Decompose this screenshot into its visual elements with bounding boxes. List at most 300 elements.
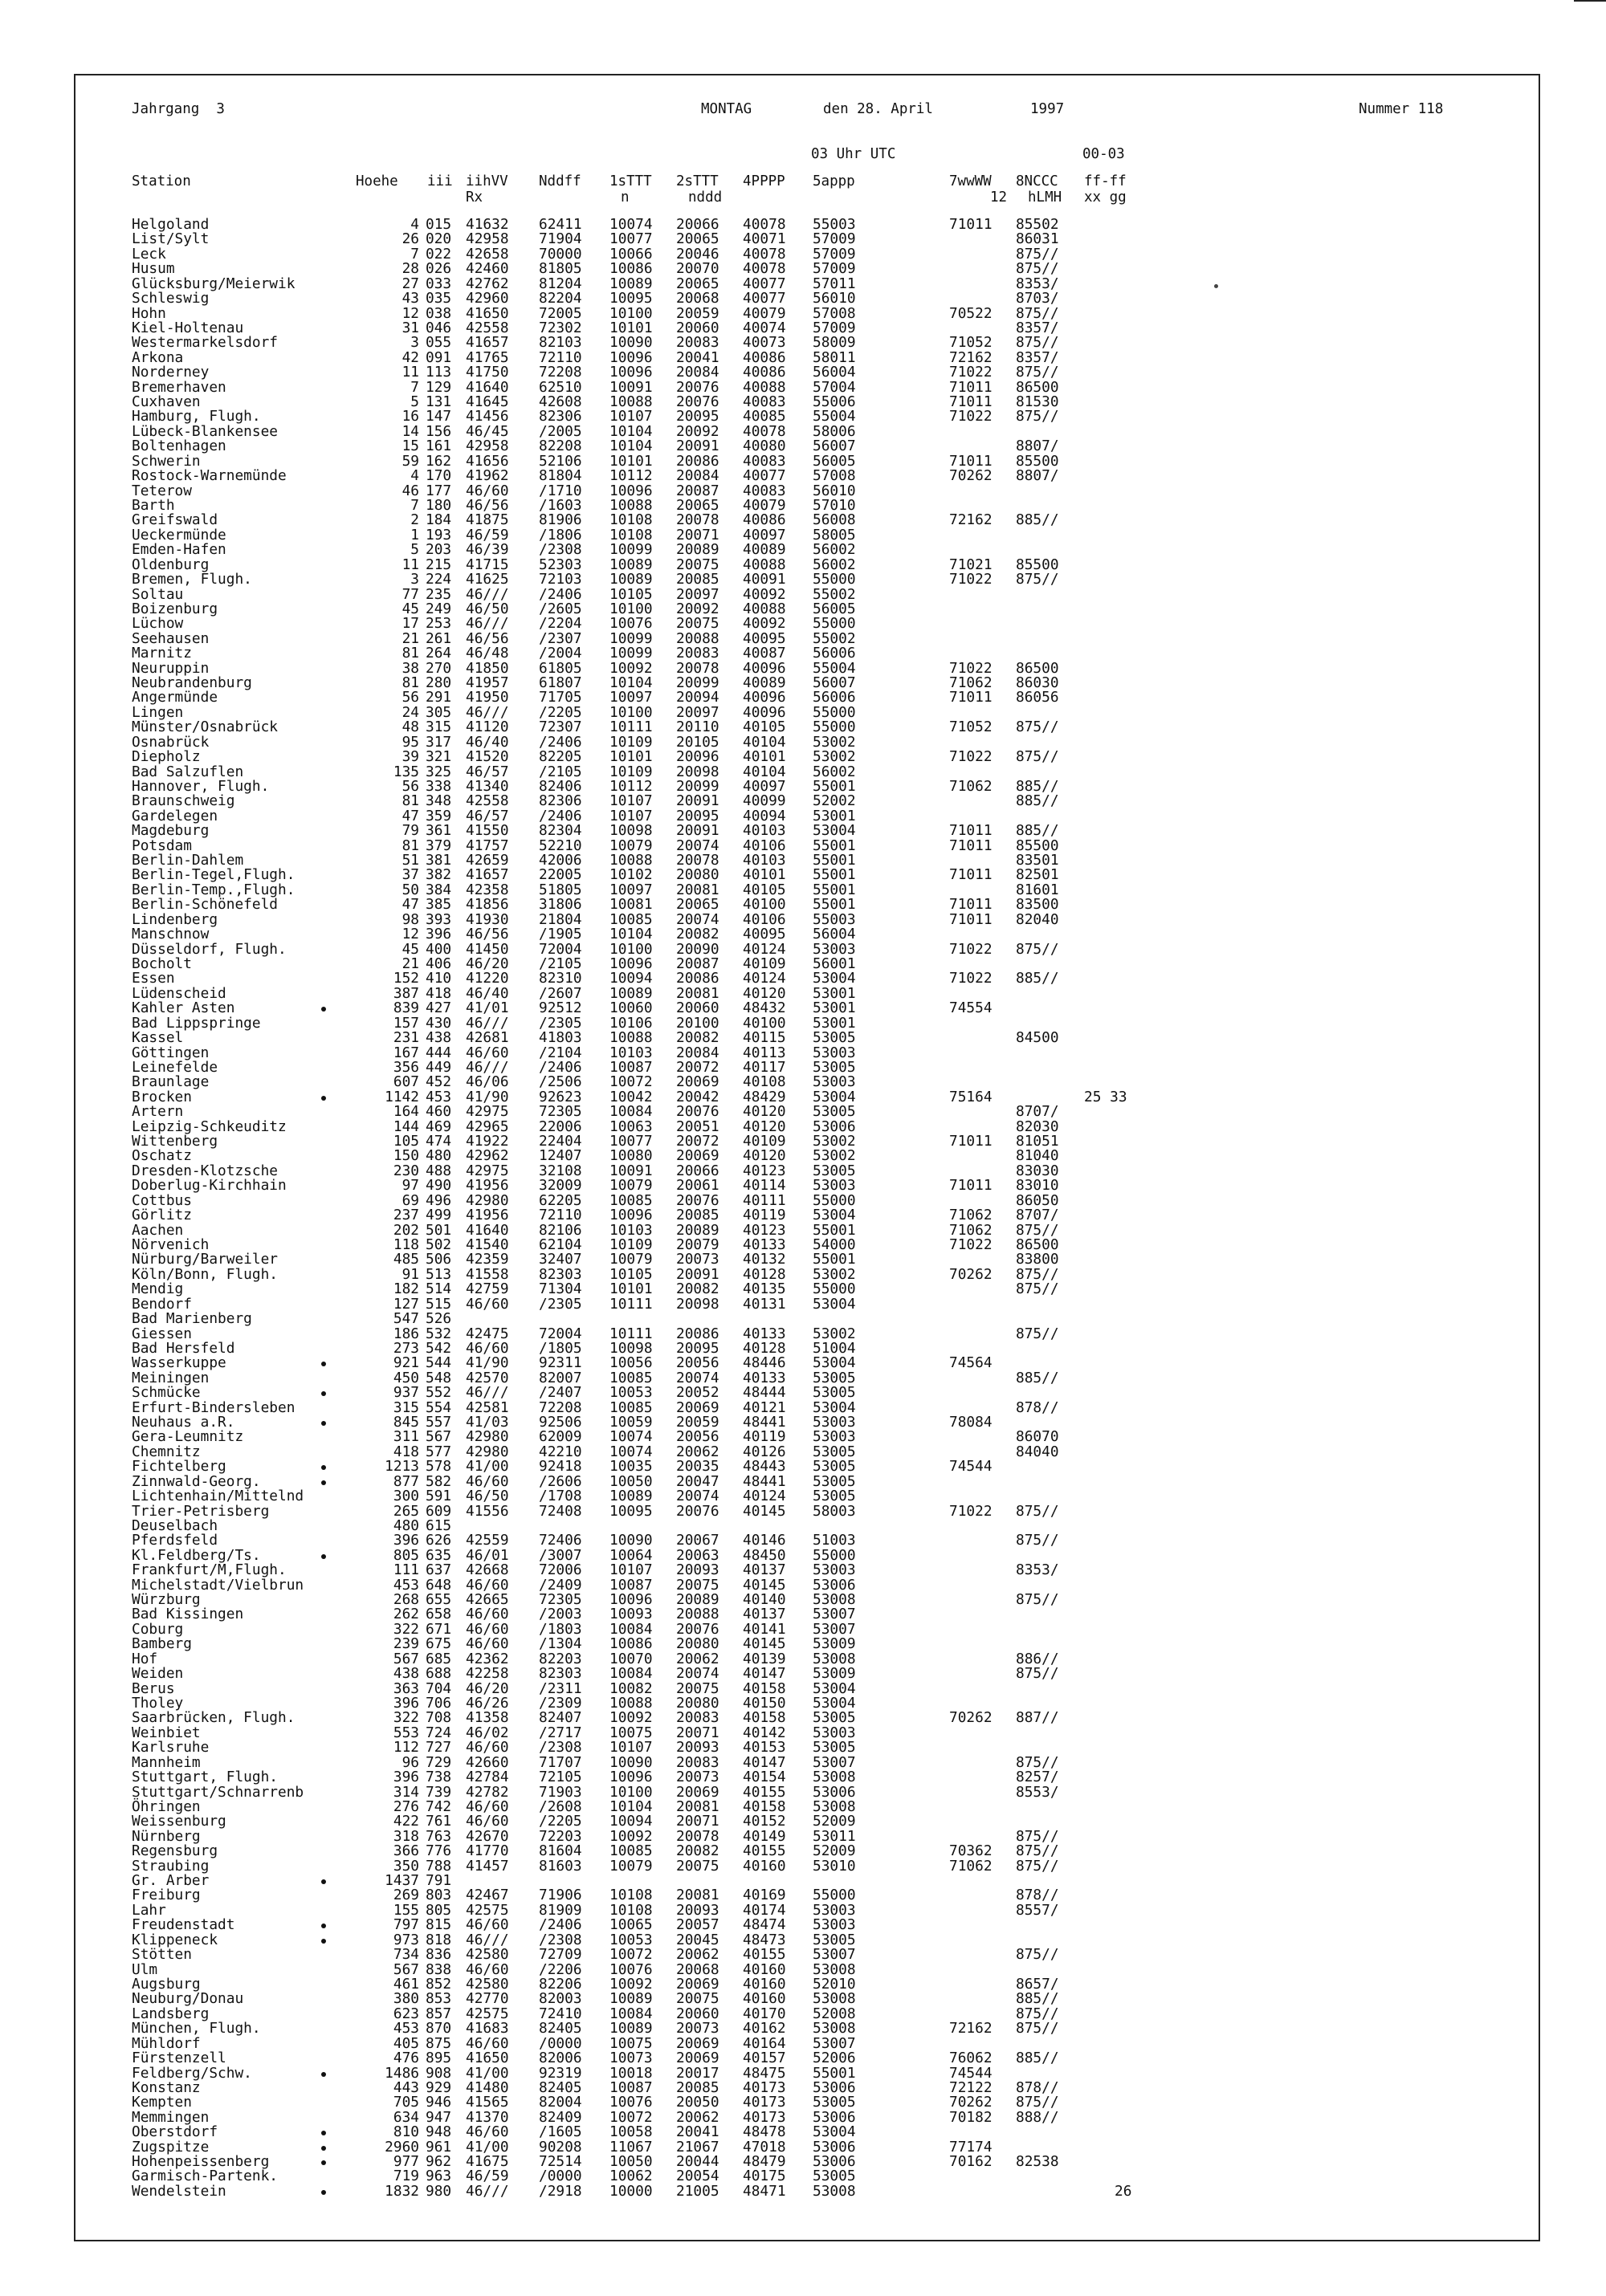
hoehe: 48	[402, 719, 419, 736]
iii: 215	[426, 556, 452, 573]
appp: 57008	[813, 467, 856, 485]
appp: 53005	[813, 1458, 856, 1476]
sttt2: 20093	[676, 1901, 719, 1919]
wwww: 71011	[949, 378, 993, 396]
iii: 727	[426, 1739, 452, 1757]
iii: 490	[426, 1177, 452, 1195]
iihvv: 42475	[466, 1325, 509, 1342]
sttt1: 10088	[609, 1029, 653, 1047]
iii: 253	[426, 615, 452, 633]
sttt1: 10107	[609, 408, 653, 425]
sttt1: 10087	[609, 1576, 653, 1594]
col-7wwww: 7wwWW	[949, 173, 992, 189]
iihvv: 46/60	[466, 1339, 509, 1357]
sttt1: 10098	[609, 822, 653, 840]
nddff: 70000	[539, 245, 582, 263]
sttt1: 10094	[609, 1813, 653, 1830]
nccc: 85500	[1016, 556, 1059, 573]
hoehe: 16	[402, 408, 419, 425]
appp: 53003	[813, 940, 856, 958]
hoehe: 268	[393, 1591, 419, 1609]
station-name: Düsseldorf, Flugh.	[132, 940, 287, 958]
table-row	[0, 1667, 1445, 1681]
sttt2: 20097	[676, 703, 719, 721]
iihvv: 46///	[466, 585, 509, 603]
sttt2: 20083	[676, 645, 719, 662]
nddff: 72208	[539, 364, 582, 381]
sttt2: 20085	[676, 1207, 719, 1224]
table-row	[0, 378, 1445, 396]
iii: 325	[426, 763, 452, 780]
station-name: Bad Kissingen	[132, 1606, 244, 1623]
wwww: 71062	[949, 674, 993, 692]
appp: 53002	[813, 1133, 856, 1150]
sttt1: 10109	[609, 763, 653, 780]
corner-mark	[1574, 0, 1606, 2]
nddff: 42210	[539, 1443, 582, 1460]
appp: 53005	[813, 1709, 856, 1727]
sttt1: 10100	[609, 600, 653, 617]
iii: 655	[426, 1591, 452, 1609]
col-station: Station	[132, 173, 191, 189]
wwww: 71011	[949, 910, 993, 928]
appp: 53005	[813, 1931, 856, 1948]
sttt2: 20059	[676, 304, 719, 322]
iihvv: 42681	[466, 1029, 509, 1047]
pppp: 40077	[743, 275, 786, 292]
appp: 55000	[813, 571, 856, 588]
sttt2: 20035	[676, 1458, 719, 1476]
sttt2: 20065	[676, 275, 719, 292]
iii: 384	[426, 881, 452, 898]
hoehe: 1213	[385, 1458, 419, 1476]
hoehe: 31	[402, 319, 419, 336]
hoehe: 42	[402, 348, 419, 366]
iii: 359	[426, 807, 452, 824]
sttt1: 10100	[609, 940, 653, 958]
sttt1: 10073	[609, 2050, 653, 2067]
iihvv: 41340	[466, 777, 509, 795]
station-name: Osnabrück	[132, 733, 210, 751]
sttt2: 20082	[676, 1280, 719, 1298]
wwww: 71011	[949, 1177, 993, 1195]
iihvv: 46/60	[466, 1044, 509, 1061]
sttt1: 10059	[609, 1414, 653, 1431]
hoehe: 839	[393, 999, 419, 1017]
table-row	[0, 1149, 1445, 1163]
sttt1: 10065	[609, 1916, 653, 1934]
station-name: Nürnberg	[132, 1827, 201, 1845]
sttt2: 21005	[676, 2182, 719, 2200]
iii: 648	[426, 1576, 452, 1594]
iii: 961	[426, 2138, 452, 2156]
sttt2: 20066	[676, 216, 719, 233]
sttt1: 10099	[609, 541, 653, 559]
hoehe: 300	[393, 1488, 419, 1505]
appp: 53008	[813, 1591, 856, 1609]
table-row	[0, 439, 1445, 454]
iihvv: 41550	[466, 822, 509, 840]
sttt1: 10108	[609, 526, 653, 543]
nccc: 8807/	[1016, 438, 1059, 455]
table-row	[0, 543, 1445, 557]
station-name: Stuttgart, Flugh.	[132, 1769, 278, 1786]
iii: 803	[426, 1887, 452, 1904]
hoehe: 237	[393, 1207, 419, 1224]
sttt1: 10091	[609, 1162, 653, 1179]
appp: 55002	[813, 585, 856, 603]
sttt2: 20096	[676, 748, 719, 766]
sttt2: 20073	[676, 2020, 719, 2037]
pppp: 40097	[743, 526, 786, 543]
nddff: 62510	[539, 378, 582, 396]
appp: 53005	[813, 1103, 856, 1121]
nccc: 885//	[1016, 777, 1059, 795]
appp: 55000	[813, 719, 856, 736]
appp: 56005	[813, 600, 856, 617]
station-name: Münster/Osnabrück	[132, 719, 278, 736]
nccc: 85500	[1016, 452, 1059, 470]
iihvv: 46/01	[466, 1546, 509, 1564]
sttt1: 10096	[609, 348, 653, 366]
nddff: 12407	[539, 1147, 582, 1165]
sttt2: 20078	[676, 511, 719, 529]
iihvv: 41565	[466, 2094, 509, 2111]
nccc: 875//	[1016, 2005, 1059, 2022]
sttt2: 20095	[676, 807, 719, 824]
sttt1: 11067	[609, 2138, 653, 2156]
nccc: 875//	[1016, 1665, 1059, 1683]
sttt1: 10104	[609, 674, 653, 692]
sttt2: 20060	[676, 319, 719, 336]
hoehe: 39	[402, 748, 419, 766]
sttt2: 20073	[676, 1769, 719, 1786]
iihvv: 46/60	[466, 1606, 509, 1623]
table-row	[0, 1459, 1445, 1474]
table-row	[0, 2078, 1445, 2096]
sttt2: 20084	[676, 467, 719, 485]
station-name: Nörvenich	[132, 1236, 210, 1253]
col-8nccc: 8NCCC	[1016, 173, 1058, 189]
nccc: 86050	[1016, 1191, 1059, 1209]
nccc: 8553/	[1016, 1783, 1059, 1801]
station-name: Emden-Hafen	[132, 541, 226, 559]
wwww: 72162	[949, 348, 993, 366]
sttt2: 20065	[676, 230, 719, 248]
iii: 453	[426, 1088, 452, 1105]
nccc: 885//	[1016, 792, 1059, 810]
iihvv: 41675	[466, 2153, 509, 2171]
iihvv: 42962	[466, 1147, 509, 1165]
table-row	[0, 824, 1445, 838]
hoehe: 81	[402, 645, 419, 662]
station-name: Lübeck-Blankensee	[132, 422, 278, 440]
sttt1: 10093	[609, 1606, 653, 1623]
station-name: Freudenstadt	[132, 1916, 235, 1934]
iii: 261	[426, 629, 452, 647]
iii: 400	[426, 940, 452, 958]
sttt2: 20089	[676, 541, 719, 559]
sttt2: 20091	[676, 1265, 719, 1283]
appp: 55001	[813, 866, 856, 884]
table-row	[0, 1356, 1445, 1370]
station-name: Bad Salzuflen	[132, 763, 244, 780]
sttt2: 20093	[676, 1561, 719, 1579]
wwww: 71011	[949, 896, 993, 914]
appp: 57009	[813, 245, 856, 263]
iihvv: 41657	[466, 334, 509, 352]
iii: 542	[426, 1339, 452, 1357]
nccc: 888//	[1016, 2108, 1059, 2126]
sttt2: 20086	[676, 452, 719, 470]
sttt1: 10089	[609, 275, 653, 292]
hoehe: 155	[393, 1901, 419, 1919]
time-range: 00-03	[1082, 146, 1125, 162]
sttt1: 10089	[609, 1990, 653, 2008]
hoehe: 17	[402, 615, 419, 633]
pppp: 40086	[743, 364, 786, 381]
iii: 452	[426, 1073, 452, 1091]
sttt1: 10079	[609, 1251, 653, 1268]
sttt2: 20083	[676, 1709, 719, 1727]
col-5appp: 5appp	[813, 173, 855, 189]
iii: 591	[426, 1488, 452, 1505]
sttt2: 20061	[676, 1177, 719, 1195]
iii: 852	[426, 1975, 452, 1993]
table-row	[0, 513, 1445, 527]
station-name: Boltenhagen	[132, 438, 226, 455]
pppp: 40117	[743, 1058, 786, 1076]
nddff: /2308	[539, 1931, 582, 1948]
iihvv: 46///	[466, 1931, 509, 1948]
table-row	[0, 1223, 1445, 1238]
hoehe: 28	[402, 260, 419, 278]
hoehe: 276	[393, 1797, 419, 1815]
hoehe: 167	[393, 1044, 419, 1061]
nccc: 875//	[1016, 1857, 1059, 1875]
pppp: 40074	[743, 319, 786, 336]
iihvv: 42975	[466, 1103, 509, 1121]
hoehe: 26	[402, 230, 419, 248]
hoehe: 405	[393, 2034, 419, 2052]
nddff: 32108	[539, 1162, 582, 1179]
station-name: Berus	[132, 1679, 175, 1697]
station-name: Bocholt	[132, 955, 192, 972]
station-name: Magdeburg	[132, 822, 210, 840]
nddff: 82106	[539, 1221, 582, 1239]
hoehe: 921	[393, 1354, 419, 1372]
hoehe: 797	[393, 1916, 419, 1934]
iii: 156	[426, 422, 452, 440]
col-nddff: Nddff	[539, 173, 581, 189]
nddff: /0000	[539, 2034, 582, 2052]
nccc: 8703/	[1016, 290, 1059, 307]
wwww: 71011	[949, 822, 993, 840]
nddff: 51805	[539, 881, 582, 898]
nddff: /1805	[539, 1339, 582, 1357]
iihvv: 46/57	[466, 807, 509, 824]
iihvv: 42975	[466, 1162, 509, 1179]
iihvv: 42980	[466, 1191, 509, 1209]
iihvv: 46/45	[466, 422, 509, 440]
iii: 393	[426, 910, 452, 928]
sttt2: 20098	[676, 763, 719, 780]
appp: 58011	[813, 348, 856, 366]
pppp: 48475	[743, 2064, 786, 2082]
col-1sttt: 1sTTT	[609, 173, 652, 189]
appp: 53003	[813, 1073, 856, 1091]
hoehe: 318	[393, 1827, 419, 1845]
station-name: Öhringen	[132, 1797, 201, 1815]
appp: 52010	[813, 1975, 856, 1993]
table-row	[0, 365, 1445, 380]
station-name: Angermünde	[132, 689, 218, 706]
nccc: 8357/	[1016, 348, 1059, 366]
iii: 381	[426, 852, 452, 869]
wwww: 71011	[949, 1133, 993, 1150]
iii: 264	[426, 645, 452, 662]
sttt1: 10087	[609, 2078, 653, 2096]
table-row	[0, 1208, 1445, 1223]
pppp: 40146	[743, 1532, 786, 1549]
iihvv: 46/40	[466, 733, 509, 751]
wwww: 70362	[949, 1842, 993, 1860]
nddff: /2205	[539, 703, 582, 721]
station-name: Wittenberg	[132, 1133, 218, 1150]
nddff: /2607	[539, 984, 582, 1002]
pppp: 47018	[743, 2138, 786, 2156]
iihvv: 41950	[466, 689, 509, 706]
station-name: Artern	[132, 1103, 184, 1121]
iihvv: 46/20	[466, 955, 509, 972]
hoehe: 38	[402, 659, 419, 677]
sttt1: 10111	[609, 1325, 653, 1342]
sttt2: 20067	[676, 1532, 719, 1549]
appp: 56007	[813, 438, 856, 455]
sttt2: 20084	[676, 1044, 719, 1061]
appp: 55001	[813, 837, 856, 854]
pppp: 48443	[743, 1458, 786, 1476]
sttt2: 20082	[676, 926, 719, 943]
sttt2: 20060	[676, 999, 719, 1017]
nddff: 72006	[539, 1561, 582, 1579]
pppp: 40133	[743, 1236, 786, 1253]
station-name: Oberstdorf	[132, 2123, 218, 2141]
hoehe: 98	[402, 910, 419, 928]
iii: 474	[426, 1133, 452, 1150]
pppp: 40100	[743, 896, 786, 914]
hoehe: 37	[402, 866, 419, 884]
nddff: 72307	[539, 719, 582, 736]
iii: 946	[426, 2094, 452, 2111]
sttt1: 10096	[609, 955, 653, 972]
wwww: 72162	[949, 2020, 993, 2037]
issue-number: Nummer 118	[1359, 101, 1444, 117]
pppp: 40133	[743, 1369, 786, 1386]
appp: 53005	[813, 1162, 856, 1179]
sttt1: 10074	[609, 216, 653, 233]
col-hlmh: hLMH	[1028, 189, 1062, 206]
wwww: 71011	[949, 689, 993, 706]
sttt2: 20087	[676, 955, 719, 972]
iihvv: 42580	[466, 1975, 509, 1993]
wwww: 71022	[949, 364, 993, 381]
sttt2: 20069	[676, 1073, 719, 1091]
appp: 55002	[813, 629, 856, 647]
iii: 469	[426, 1117, 452, 1135]
iii: 129	[426, 378, 452, 396]
station-name: Gr. Arber	[132, 1872, 210, 1890]
iii: 895	[426, 2050, 452, 2067]
iihvv: 46///	[466, 1058, 509, 1076]
table-row	[0, 262, 1445, 276]
date: den 28. April	[823, 101, 933, 117]
table-row	[0, 469, 1445, 483]
sttt2: 20076	[676, 1191, 719, 1209]
table-row	[0, 617, 1445, 631]
sttt2: 20083	[676, 334, 719, 352]
appp: 53008	[813, 1960, 856, 1978]
iihvv: 42581	[466, 1398, 509, 1416]
nddff: 72305	[539, 1591, 582, 1609]
hoehe: 453	[393, 2020, 419, 2037]
hoehe: 453	[393, 1576, 419, 1594]
appp: 53008	[813, 2182, 856, 2200]
iii: 706	[426, 1695, 452, 1712]
hoehe: 547	[393, 1310, 419, 1328]
appp: 53004	[813, 1679, 856, 1697]
appp: 55001	[813, 2064, 856, 2082]
station-name: Neubrandenburg	[132, 674, 252, 692]
sttt1: 10095	[609, 1502, 653, 1520]
appp: 55000	[813, 1887, 856, 1904]
iihvv: 41632	[466, 216, 509, 233]
appp: 53008	[813, 1650, 856, 1667]
sttt1: 10082	[609, 1679, 653, 1697]
appp: 53006	[813, 1117, 856, 1135]
hoehe: 567	[393, 1650, 419, 1667]
nddff: /2406	[539, 1916, 582, 1934]
hoehe: 3	[410, 334, 419, 352]
appp: 57009	[813, 230, 856, 248]
sttt2: 20046	[676, 245, 719, 263]
col-xx-gg: xx gg	[1084, 189, 1127, 206]
table-row	[0, 735, 1445, 750]
appp: 55001	[813, 1221, 856, 1239]
nccc: 83800	[1016, 1251, 1059, 1268]
iihvv: 46/60	[466, 1576, 509, 1594]
appp: 55006	[813, 393, 856, 411]
iii: 526	[426, 1310, 452, 1328]
station-name: Rostock-Warnemünde	[132, 467, 287, 485]
appp: 53002	[813, 1265, 856, 1283]
station-name: Neuruppin	[132, 659, 210, 677]
iii: 626	[426, 1532, 452, 1549]
iihvv: 41765	[466, 348, 509, 366]
iii: 291	[426, 689, 452, 706]
station-name: Chemnitz	[132, 1443, 201, 1460]
iihvv: 41/00	[466, 2064, 509, 2082]
sttt2: 20068	[676, 290, 719, 307]
sttt1: 10089	[609, 984, 653, 1002]
nddff: /1605	[539, 2123, 582, 2141]
iihvv: 42362	[466, 1650, 509, 1667]
nccc: 885//	[1016, 1990, 1059, 2008]
hoehe: 877	[393, 1472, 419, 1490]
sttt1: 10079	[609, 1177, 653, 1195]
hoehe: 269	[393, 1887, 419, 1904]
table-row	[0, 484, 1445, 499]
